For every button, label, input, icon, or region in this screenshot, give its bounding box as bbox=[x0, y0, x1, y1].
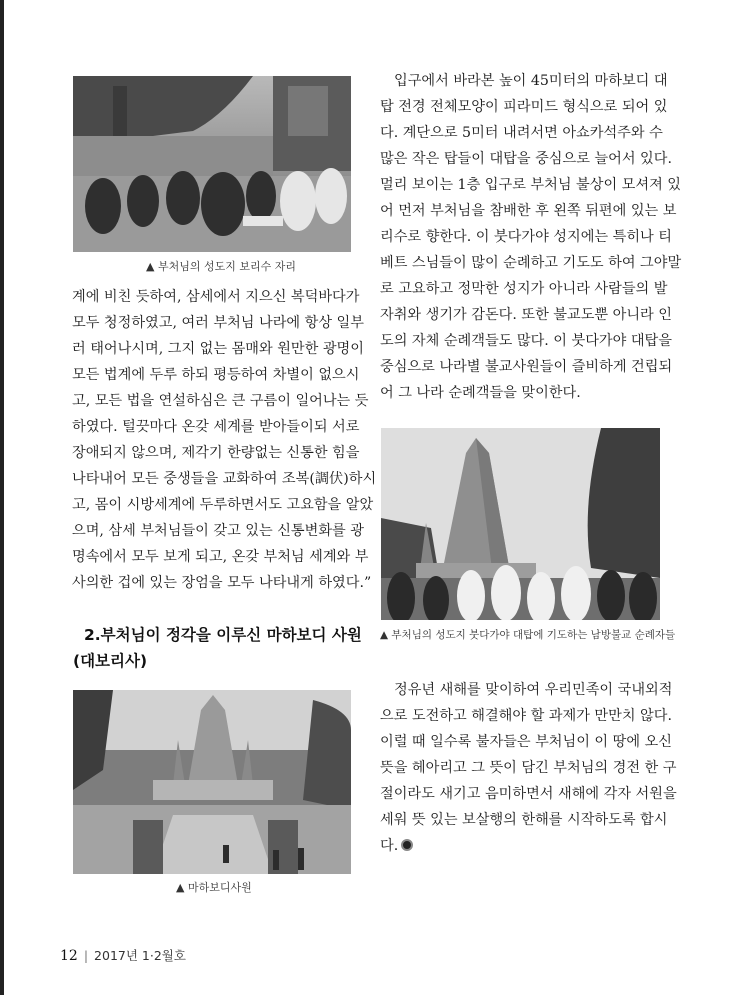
issue-label: 2017년 1·2월호 bbox=[94, 948, 186, 963]
text-line: 많은 작은 탑들이 대탑을 중심으로 늘어서 있다. bbox=[380, 151, 672, 167]
photo3-caption: ▲ 부처님의 성도지 붓다가야 대탑에 기도하는 남방불교 순례자들 bbox=[380, 629, 676, 641]
mahabodhi-temple-photo bbox=[73, 690, 351, 874]
text-line: 다. bbox=[380, 838, 399, 854]
text-line: 모두 청정하였고, 여러 부처님 나라에 항상 일부 bbox=[72, 315, 364, 331]
section-heading bbox=[84, 622, 362, 648]
text-line: 도의 자체 순례객들도 많다. 이 붓다가야 대탑을 bbox=[380, 333, 672, 349]
text-line: 뜻을 헤아리고 그 뜻이 담긴 부처님의 경전 한 구 bbox=[380, 760, 677, 776]
text-line: 러 태어나시며, 그지 없는 몸매와 원만한 광명이 bbox=[72, 341, 364, 357]
left-paragraph bbox=[72, 284, 377, 596]
text-line: 으며, 삼세 부처님들이 갖고 있는 신통변화를 광 bbox=[72, 523, 364, 539]
text-line: 계에 비친 듯하여, 삼세에서 지으신 복덕바다가 bbox=[72, 289, 360, 305]
photo1-caption: ▲ 부처님의 성도지 보리수 자리 bbox=[146, 260, 296, 273]
text-line: 리수로 향한다. 이 붓다가야 성지에는 특히나 티 bbox=[380, 229, 672, 245]
text-line: 멀리 보이는 1층 입구로 부처님 불상이 모셔져 있 bbox=[380, 177, 681, 193]
text-line: 어 먼저 부처님을 참배한 후 왼쪽 뒤편에 있는 보 bbox=[380, 203, 677, 219]
text-line: 어 그 나라 순례객들을 맞이한다. bbox=[380, 385, 581, 401]
text-line: 로 고요하고 정막한 성지가 아니라 사람들의 발 bbox=[380, 281, 668, 297]
section-heading-line2: (대보리사) bbox=[73, 652, 148, 670]
text-line: 입구에서 바라본 높이 45미터의 마하보디 대 bbox=[394, 73, 668, 89]
text-line: 절이라도 새기고 음미하면서 새해에 각자 서원을 bbox=[380, 786, 677, 802]
text-line: 이럴 때 일수록 불자들은 부처님이 이 땅에 오신 bbox=[380, 734, 672, 750]
page-number: 12 bbox=[60, 948, 78, 964]
monks-praying-photo bbox=[73, 76, 351, 252]
text-line: 자취와 생기가 감돈다. 또한 불교도뿐 아니라 인 bbox=[380, 307, 672, 323]
pilgrims-at-stupa-photo bbox=[381, 428, 660, 620]
text-line: 다. 계단으로 5미터 내려서면 아쇼카석주와 수 bbox=[380, 125, 663, 141]
text-line-end bbox=[380, 833, 660, 859]
section-heading-line1: 2.부처님이 정각을 이루신 마하보디 사원 bbox=[84, 626, 362, 644]
text-line: 하였다. 털끗마다 온갖 세계를 받아들이되 서로 bbox=[72, 419, 360, 435]
right-paragraph-1 bbox=[380, 68, 682, 406]
bodhi-tree-photo bbox=[73, 76, 351, 252]
text-line: 세워 뜻 있는 보살행의 한해를 시작하도록 합시 bbox=[380, 812, 668, 828]
text-line: 중심으로 나라별 불교사원들이 즐비하게 건립되 bbox=[380, 359, 673, 375]
section-heading-sub bbox=[73, 648, 147, 674]
text-line: 장애되지 않으며, 제각기 한량없는 신통한 힘을 bbox=[72, 445, 360, 461]
text-line: 나타내어 모든 중생들을 교화하여 조복(調伏)하시 bbox=[72, 471, 377, 487]
text-line: 으로 도전하고 해결해야 할 과제가 만만치 않다. bbox=[380, 708, 672, 724]
text-line: 모든 법계에 두루 하되 평등하여 차별이 없으시 bbox=[72, 367, 360, 383]
footer-separator: | bbox=[83, 948, 89, 963]
mahabodhi-photo bbox=[73, 690, 351, 874]
text-line: 탑 전경 전체모양이 피라미드 형식으로 되어 있 bbox=[380, 99, 668, 115]
magazine-logo-icon bbox=[401, 839, 413, 851]
text-line: 정유년 새해를 맞이하여 우리민족이 국내외적 bbox=[394, 682, 673, 698]
page-footer bbox=[60, 946, 186, 964]
text-line: 명속에서 모두 보게 되고, 온갖 부처님 세계와 부 bbox=[72, 549, 369, 565]
stupa-photo bbox=[381, 428, 660, 620]
text-line: 고, 모든 법을 연설하심은 큰 구름이 일어나는 듯 bbox=[72, 393, 369, 409]
text-line: 고, 몸이 시방세계에 두루하면서도 고요함을 알았 bbox=[72, 497, 374, 513]
text-line: 사의한 겁에 있는 장엄을 모두 나타내게 하였다.” bbox=[72, 575, 372, 591]
photo2-caption: ▲ 마하보디사원 bbox=[176, 881, 252, 894]
right-paragraph-2 bbox=[380, 677, 677, 859]
text-line: 베트 스님들이 많이 순례하고 기도도 하여 그야말 bbox=[380, 255, 682, 271]
